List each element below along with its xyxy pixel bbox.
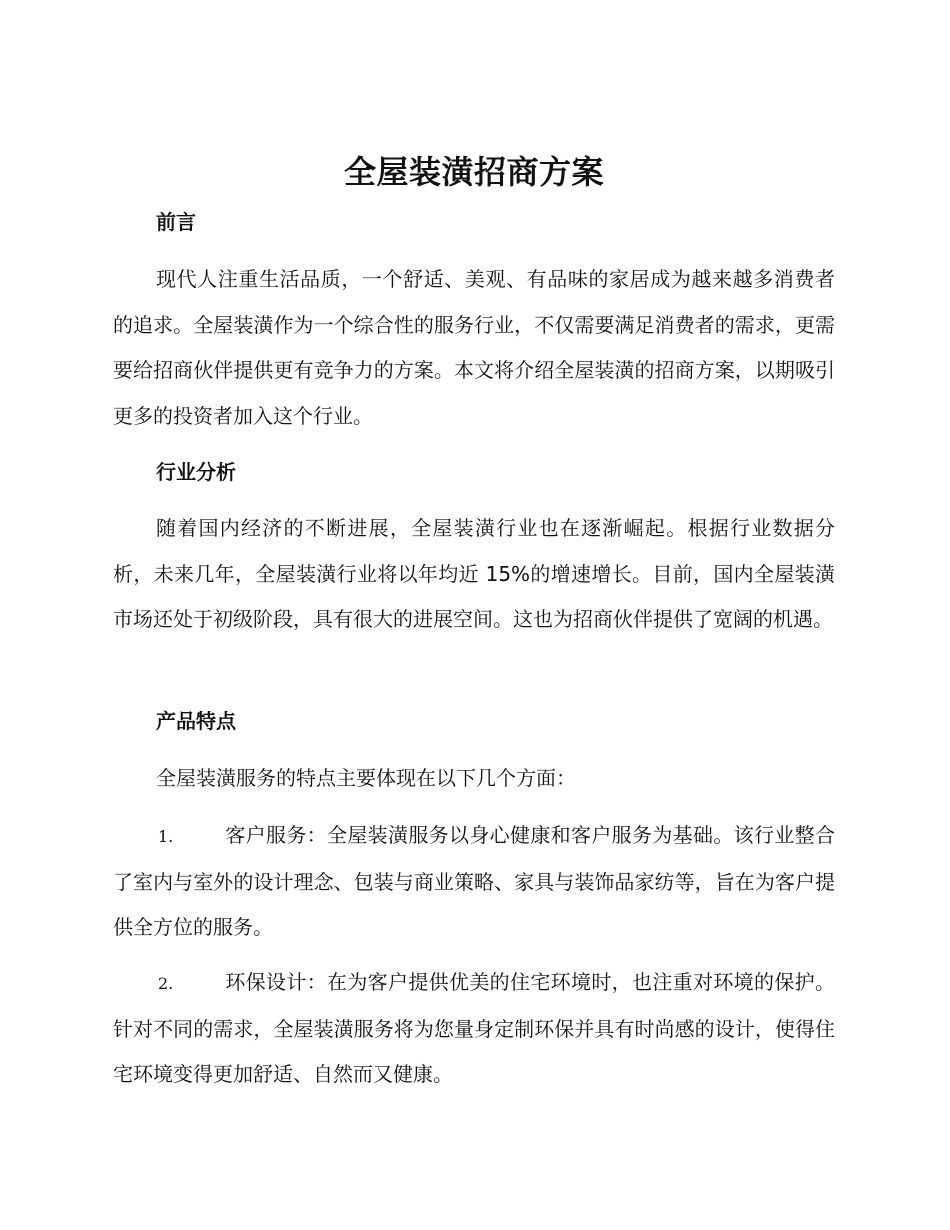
list-item <box>113 960 835 1098</box>
section-heading-product-features: 产品特点 <box>156 709 236 733</box>
list-item-number: 1. <box>158 827 174 846</box>
preface-paragraph: 现代人注重生活品质，一个舒适、美观、有品味的家居成为越来越多消费者的追求。全屋装潢作为一个综合性的服务行业，不仅需要满足消费者的需求，更需要给招商伙伴提供更有竞争力的方案。本文将介绍全屋装潢的招商方案，以期吸引更多的投资者加入这个行业。 <box>113 267 835 428</box>
section-heading-industry-analysis: 行业分析 <box>156 460 236 484</box>
document-title: 全屋装潢招商方案 <box>343 153 604 191</box>
product-features-intro: 全屋装潢服务的特点主要体现在以下几个方面： <box>156 766 576 790</box>
list-item-text: 客户服务：全屋装潢服务以身心健康和客户服务为基础。该行业整合了室内与室外的设计理念、包装与商业策略、家具与装饰品家纺等，旨在为客户提供全方位的服务。 <box>113 823 835 939</box>
section-heading-preface: 前言 <box>156 210 196 234</box>
list-item-number: 2. <box>158 974 174 993</box>
industry-analysis-paragraph: 随着国内经济的不断进展，全屋装潢行业也在逐渐崛起。根据行业数据分析，未来几年，全屋装潢行业将以年均近 15%的增速增长。目前，国内全屋装潢市场还处于初级阶段，具有很大的进展空间。这也为招商伙伴提供了宽阔的机遇。 <box>113 516 835 631</box>
list-item-text: 环保设计：在为客户提供优美的住宅环境时，也注重对环境的保护。针对不同的需求，全屋装潢服务将为您量身定制环保并具有时尚感的设计，使得住宅环境变得更加舒适、自然而又健康。 <box>113 970 835 1086</box>
list-item <box>113 813 835 951</box>
